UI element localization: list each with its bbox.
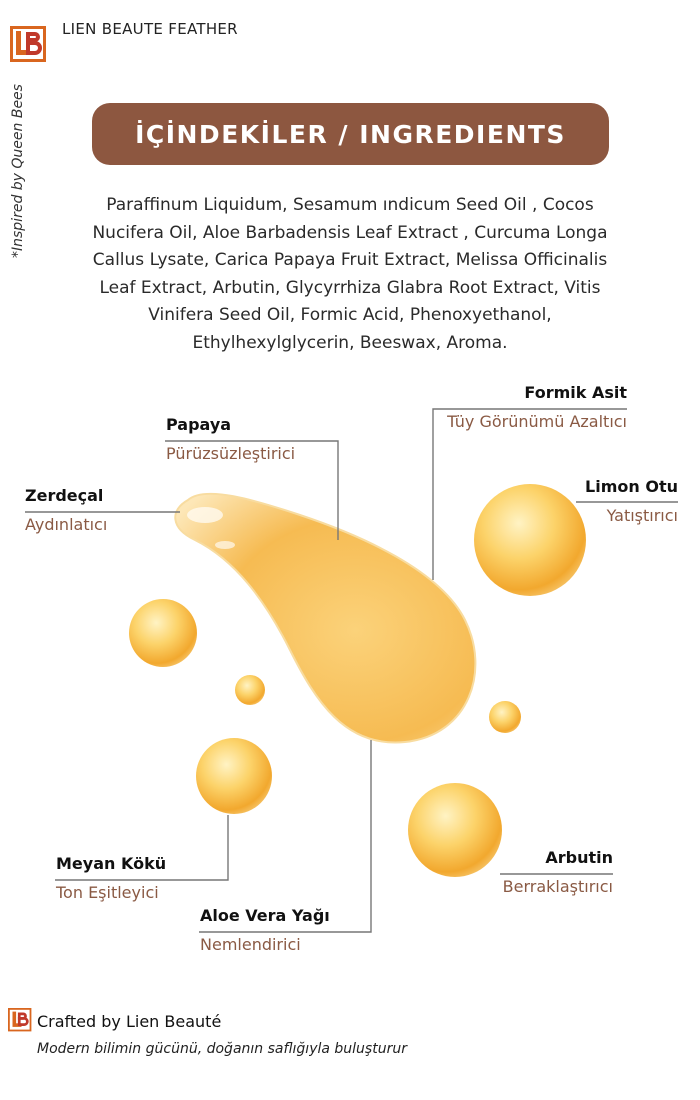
callout-zerdecal — [25, 486, 107, 534]
callout-name: Papaya — [166, 415, 232, 434]
oil-drop — [474, 484, 586, 596]
callout-name: Aloe Vera Yağı — [200, 906, 330, 925]
callout-desc: Yatıştırıcı — [606, 506, 678, 525]
callout-papaya — [166, 415, 295, 463]
large-oil-drop — [175, 494, 475, 743]
brand-name: LIEN BEAUTE FEATHER — [62, 20, 238, 38]
oil-drop — [129, 599, 197, 667]
callout-name: Formik Asit — [524, 383, 627, 402]
callout-formik — [447, 383, 627, 431]
callout-name: Meyan Kökü — [56, 854, 167, 873]
callout-aloe — [200, 906, 330, 954]
callout-desc: Aydınlatıcı — [25, 515, 108, 534]
callout-name: Zerdeçal — [25, 486, 104, 505]
lb-logo-icon — [8, 1008, 31, 1031]
callout-desc: Ton Eşitleyici — [56, 883, 159, 902]
oil-drop — [235, 675, 265, 705]
tagline-text: Modern bilimin gücünü, doğanın saflığıyla buluşturur — [37, 1041, 407, 1057]
oil-drop — [196, 738, 272, 814]
crafted-by-text: Crafted by Lien Beauté — [37, 1012, 222, 1031]
callout-desc: Berraklaştırıcı — [502, 877, 613, 896]
banner-title: İÇİNDEKİLER / INGREDIENTS — [135, 119, 566, 149]
oil-drop — [408, 783, 502, 877]
side-note: *Inspired by Queen Bees — [10, 84, 26, 258]
ingredients-list: Paraffinum Liquidum, Sesamum ındicum Seed Oil , Cocos Nucifera Oil, Aloe Barbadensis Leaf Extract , Curcuma Longa Callus Lysate, Carica Papaya Fruit Extract, Melissa Officinalis Leaf Extract, Arbutin, Glycyrrhiza Glabra Root Extract, Vitis Vinifera Seed Oil, Formic Acid, Phenoxyethanol, Ethylhexylglycerin, Beeswax, Aroma. — [92, 195, 608, 353]
callout-desc: Tüy Görünümü Azaltıcı — [447, 412, 627, 431]
callout-arbutin — [503, 848, 613, 896]
callout-name: Limon Otu — [585, 477, 678, 496]
callout-desc: Pürüzsüzleştirici — [166, 444, 296, 463]
callout-name: Arbutin — [545, 848, 613, 867]
callout-desc: Nemlendirici — [200, 935, 301, 954]
oil-drop — [489, 701, 521, 733]
callout-meyan — [56, 854, 166, 902]
callout-limon — [585, 477, 678, 525]
